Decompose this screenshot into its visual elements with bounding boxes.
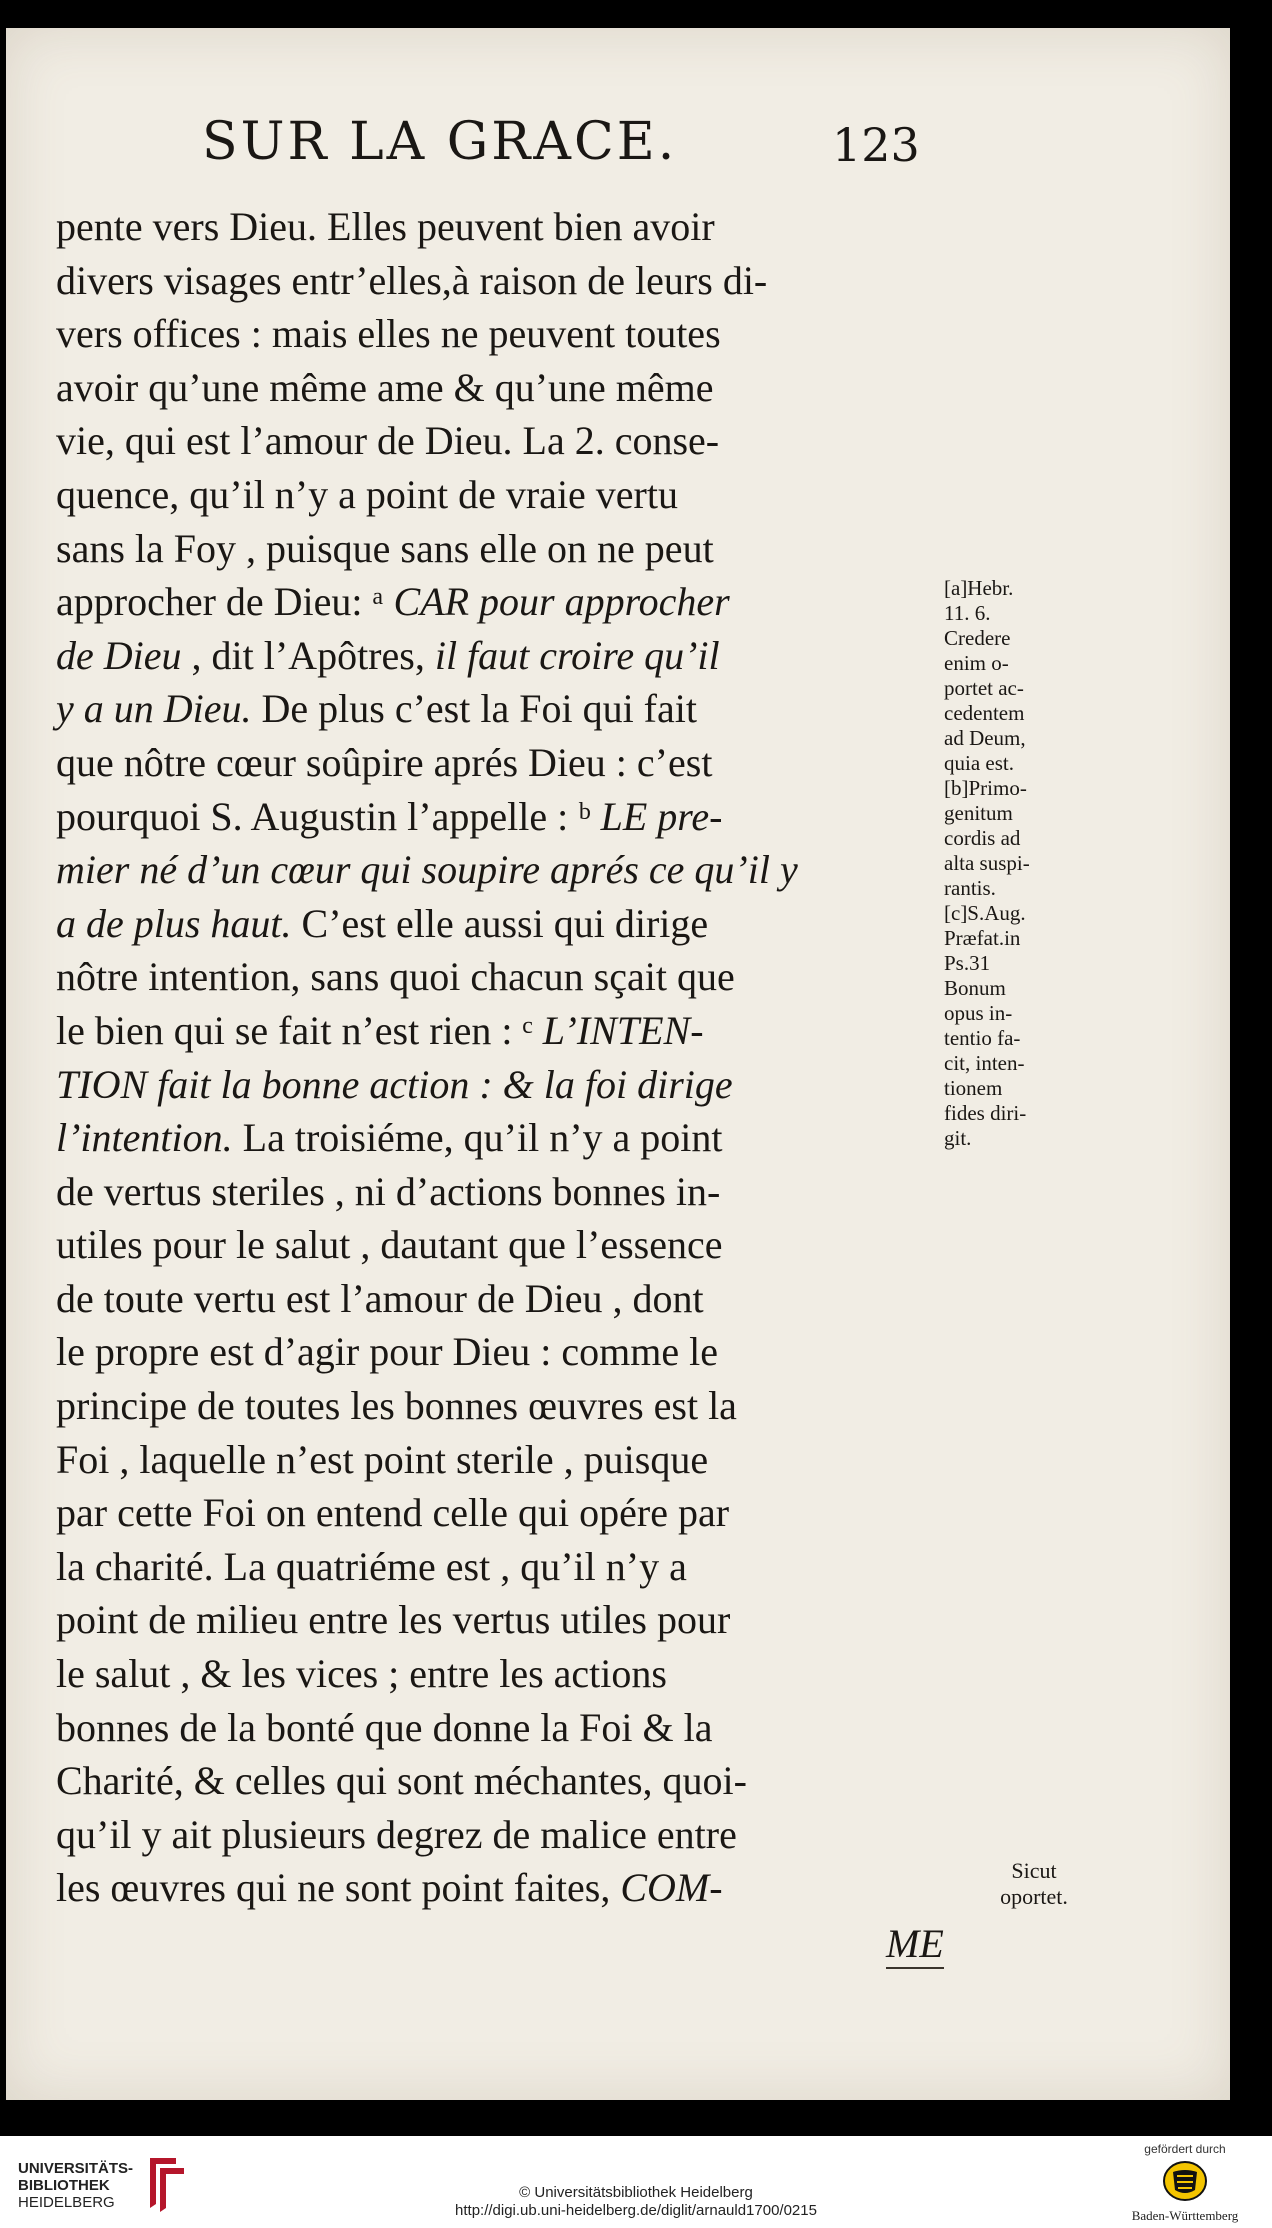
text-segment: le salut , & les vices ; entre les actions <box>56 1651 667 1697</box>
italic-segment: COM- <box>620 1865 723 1911</box>
text-line <box>56 682 936 736</box>
text-segment: pourquoi S. Augustin l’appelle : ᵇ <box>56 793 601 839</box>
text-segment: approcher de Dieu: ᵃ <box>56 579 394 625</box>
catchword: ME <box>886 1920 944 1969</box>
text-segment: C’est elle aussi qui dirige <box>291 900 709 946</box>
text-line <box>56 1808 936 1862</box>
margin-note-line: rantis. <box>944 876 996 900</box>
text-line <box>56 1111 936 1165</box>
margin-note-line: Præfat.in <box>944 926 1021 950</box>
page-number: 123 <box>832 118 920 172</box>
text-line <box>56 468 936 522</box>
text-line <box>56 1165 936 1219</box>
text-line <box>56 1701 936 1755</box>
italic-segment: L’INTEN- <box>542 1007 704 1053</box>
margin-note-line: opus in- <box>944 1001 1013 1025</box>
text-segment: Charité, & celles qui sont méchantes, quoi- <box>56 1758 747 1804</box>
text-line <box>56 1861 936 1915</box>
margin-note-line: 11. 6. <box>944 601 991 625</box>
text-segment: De plus c’est la Foi qui fait <box>251 686 697 732</box>
margin-note-line: Bonum <box>944 976 1006 1000</box>
text-segment: nôtre intention, sans quoi chacun sçait que <box>56 954 735 1000</box>
text-segment: la charité. La quatriéme est , qu’il n’y a <box>56 1543 687 1589</box>
text-line <box>56 629 936 683</box>
text-line <box>56 1272 936 1326</box>
footer <box>0 2136 1272 2228</box>
margin-note-line: ad Deum, <box>944 726 1026 750</box>
text-line <box>56 414 936 468</box>
sponsor-name: Baden-Württemberg <box>1131 2208 1239 2223</box>
italic-segment: l’intention. <box>56 1115 233 1161</box>
text-line <box>56 1004 936 1058</box>
permalink[interactable]: http://digi.ub.uni-heidelberg.de/diglit/arnauld1700/0215 <box>455 2202 817 2219</box>
text-segment: vers offices : mais elles ne peuvent toutes <box>56 311 721 357</box>
text-line <box>56 522 936 576</box>
text-line <box>56 1647 936 1701</box>
margin-notes <box>944 576 1124 1151</box>
text-segment: quence, qu’il n’y a point de vraie vertu <box>56 471 678 517</box>
margin-note-line: fides diri- <box>944 1101 1027 1125</box>
italic-segment: TION fait la bonne action : & la foi dirige <box>56 1061 733 1107</box>
text-segment: , dit l’Apôtres, <box>181 632 435 678</box>
text-segment: pente vers Dieu. Elles peuvent bien avoir <box>56 204 715 249</box>
margin-note-line: enim o- <box>944 651 1009 675</box>
text-segment: avoir qu’une même ame & qu’une même <box>56 364 714 410</box>
library-name-line: HEIDELBERG <box>18 2194 115 2211</box>
text-line <box>56 950 936 1004</box>
text-line <box>56 1433 936 1487</box>
running-head: SUR LA GRACE. <box>202 112 678 172</box>
margin-note-line: git. <box>944 1126 972 1150</box>
italic-segment: a de plus haut. <box>56 900 292 946</box>
text-line <box>56 1379 936 1433</box>
margin-note-line: cedentem <box>944 701 1025 725</box>
sponsor[interactable] <box>1110 2142 1260 2226</box>
margin-note-line: oportet. <box>1000 1884 1068 1909</box>
text-segment: sans la Foy , puisque sans elle on ne peut <box>56 525 714 571</box>
margin-note-line: portet ac- <box>944 676 1024 700</box>
margin-note-line: tionem <box>944 1076 1003 1100</box>
text-line <box>56 843 936 897</box>
margin-note-line: Ps.31 <box>944 951 991 975</box>
copyright-text: © Universitätsbibliothek Heidelberg <box>519 2184 753 2201</box>
text-segment: qu’il y ait plusieurs degrez de malice entre <box>56 1811 737 1857</box>
margin-note-line: quia est. <box>944 751 1014 775</box>
text-segment: bonnes de la bonté que donne la Foi & la <box>56 1704 713 1750</box>
italic-segment: y a un Dieu. <box>56 686 252 732</box>
margin-note-line: [b]Primo- <box>944 776 1027 800</box>
text-line <box>56 1540 936 1594</box>
text-segment: principe de toutes les bonnes œuvres est la <box>56 1383 737 1429</box>
text-segment: par cette Foi on entend celle qui opére par <box>56 1490 730 1536</box>
page-header <box>6 90 1230 170</box>
library-name-line: BIBLIOTHEK <box>18 2177 110 2194</box>
text-segment: divers visages entr’elles,à raison de leurs di- <box>56 257 768 303</box>
body-text <box>56 200 936 1915</box>
text-line <box>56 897 936 951</box>
italic-segment: CAR pour approcher <box>393 579 730 625</box>
italic-segment: LE pre- <box>600 793 723 839</box>
margin-note-line: cordis ad <box>944 826 1021 850</box>
library-name-line: UNIVERSITÄTS- <box>18 2160 134 2177</box>
text-segment: le propre est d’agir pour Dieu : comme le <box>56 1329 718 1375</box>
sponsor-label: gefördert durch <box>1144 2142 1226 2156</box>
text-segment: utiles pour le salut , dautant que l’essence <box>56 1222 723 1268</box>
text-segment: de vertus steriles , ni d’actions bonnes in- <box>56 1168 721 1214</box>
margin-note-line: cit, inten- <box>944 1051 1025 1075</box>
text-segment: La troisiéme, qu’il n’y a point <box>232 1115 723 1161</box>
text-line <box>56 1058 936 1112</box>
text-line <box>56 736 936 790</box>
text-line <box>56 361 936 415</box>
text-line <box>56 575 936 629</box>
margin-note-line: tentio fa- <box>944 1026 1021 1050</box>
margin-note-line: genitum <box>944 801 1013 825</box>
margin-note-bottom <box>974 1858 1094 1910</box>
copyright-notice <box>0 2184 1272 2220</box>
margin-note-line: [c]S.Aug. <box>944 901 1026 925</box>
italic-segment: de Dieu <box>56 632 182 678</box>
margin-note-line: Credere <box>944 626 1011 650</box>
italic-segment: il faut croire qu’il <box>434 632 720 678</box>
text-line <box>56 1486 936 1540</box>
text-line <box>56 790 936 844</box>
text-segment: le bien qui se fait n’est rien : ᶜ <box>56 1007 543 1053</box>
text-line <box>56 1593 936 1647</box>
book-page <box>6 28 1230 2100</box>
text-line <box>56 1325 936 1379</box>
italic-segment: mier né d’un cœur qui soupire aprés ce qu’il y <box>56 847 798 893</box>
text-line <box>56 1754 936 1808</box>
coat-of-arms-icon <box>1162 2160 1208 2202</box>
text-line <box>56 254 936 308</box>
margin-note-line: alta suspi- <box>944 851 1030 875</box>
text-line <box>56 307 936 361</box>
text-segment: que nôtre cœur soûpire aprés Dieu : c’est <box>56 739 713 785</box>
text-segment: de toute vertu est l’amour de Dieu , dont <box>56 1275 704 1321</box>
text-segment: les œuvres qui ne sont point faites, <box>56 1865 621 1911</box>
text-segment: vie, qui est l’amour de Dieu. La 2. conse- <box>56 418 720 464</box>
text-line <box>56 200 936 254</box>
text-line <box>56 1218 936 1272</box>
text-segment: point de milieu entre les vertus utiles pour <box>56 1597 731 1643</box>
text-segment: Foi , laquelle n’est point sterile , puisque <box>56 1436 709 1482</box>
margin-note-line: [a]Hebr. <box>944 576 1014 600</box>
margin-note-line: Sicut <box>1011 1858 1057 1883</box>
